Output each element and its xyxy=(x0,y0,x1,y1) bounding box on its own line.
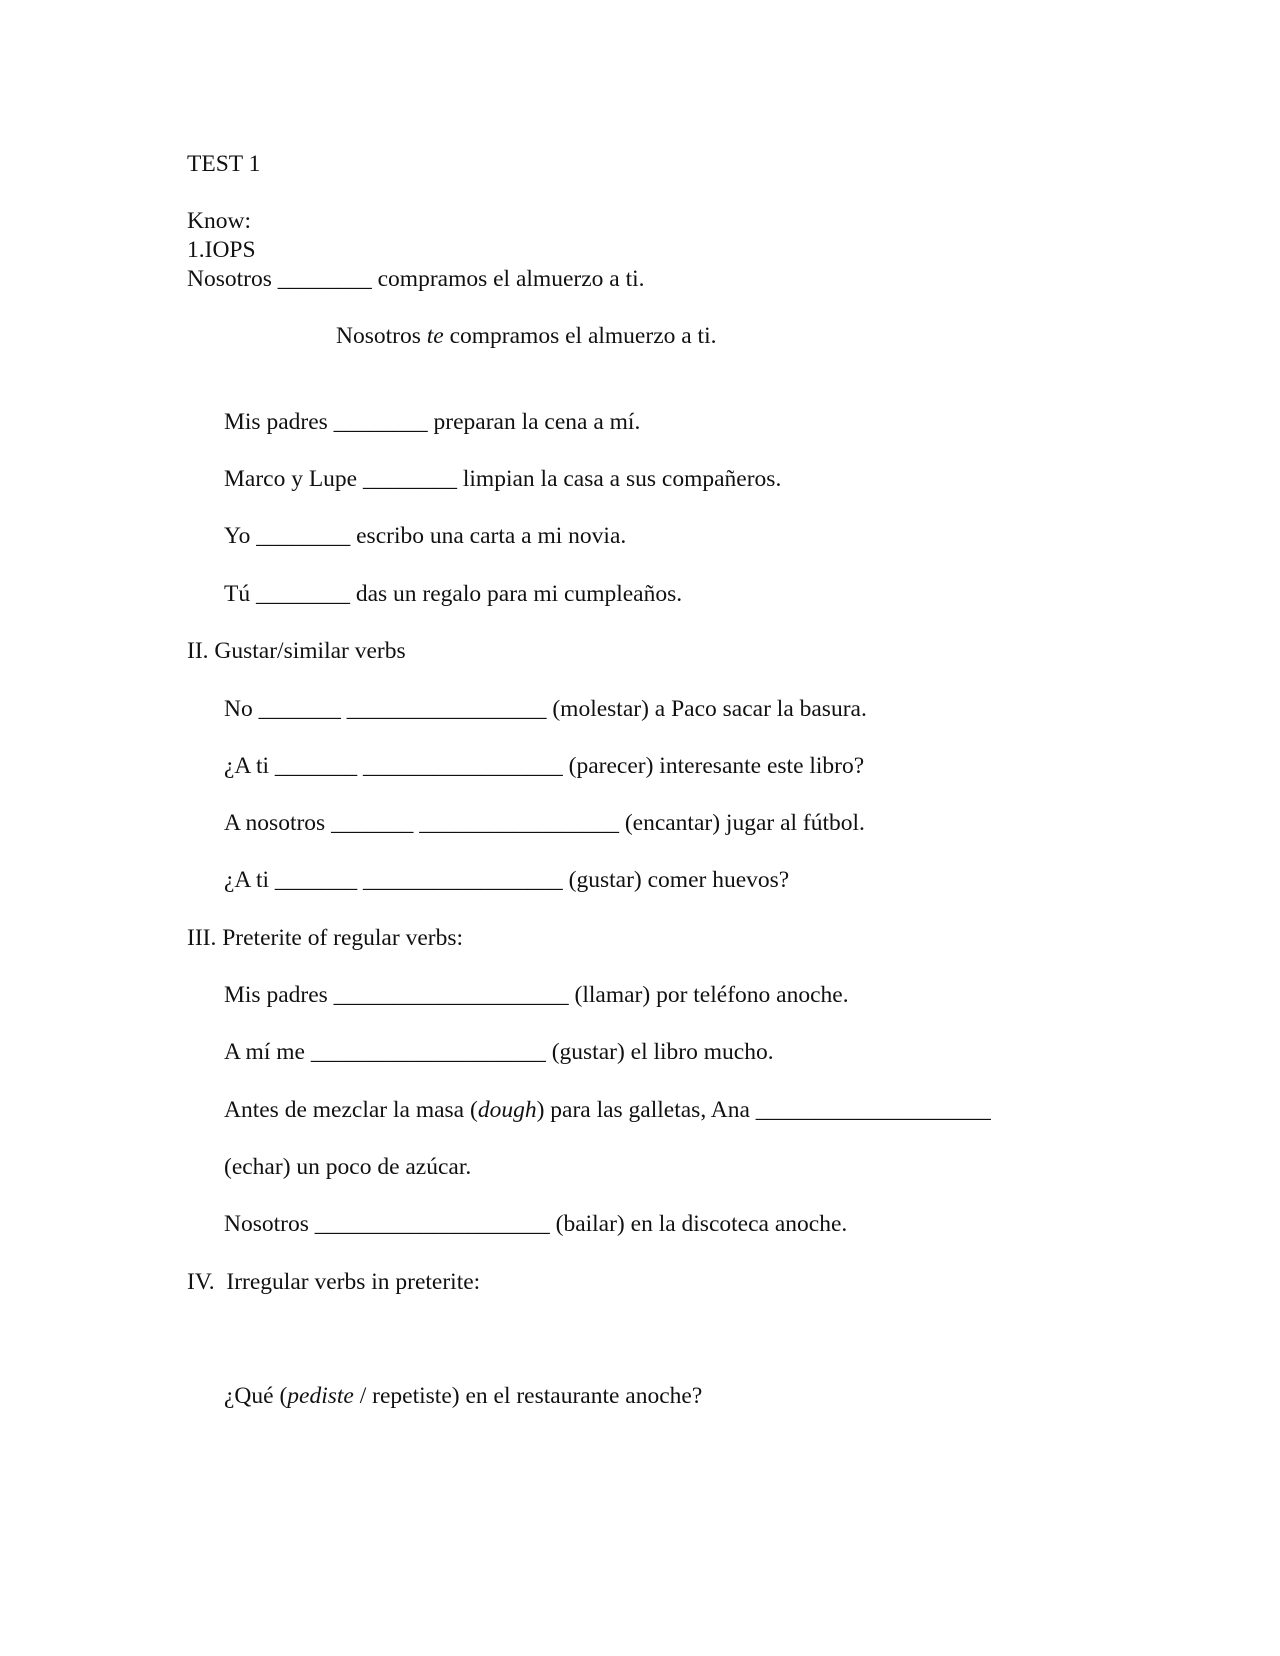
preterite-item-4: Nosotros ____________________ (bailar) en la discoteca anoche. xyxy=(224,1211,848,1237)
iops-item-1: Mis padres ________ preparan la cena a mí. xyxy=(224,409,641,435)
masa-italic-dough: dough xyxy=(477,1097,537,1123)
section-heading-gustar: II. Gustar/similar verbs xyxy=(187,638,406,664)
masa-after: ) para las galletas, Ana ____________________ xyxy=(536,1097,991,1123)
gustar-item-1: No _______ _________________ (molestar) a Paco sacar la basura. xyxy=(224,696,867,722)
example-answer-after: compramos el almuerzo a ti. xyxy=(443,323,717,349)
test-title: TEST 1 xyxy=(187,151,261,177)
section-heading-irregular: IV. Irregular verbs in preterite: xyxy=(187,1269,481,1295)
know-label: Know: xyxy=(187,208,251,234)
section-heading-preterite: III. Preterite of regular verbs: xyxy=(187,925,463,951)
masa-before: Antes de mezclar la masa ( xyxy=(224,1097,478,1123)
preterite-item-3 xyxy=(224,1099,991,1123)
preterite-item-3-continuation: (echar) un poco de azúcar. xyxy=(224,1154,472,1180)
iops-item-3: Yo ________ escribo una carta a mi novia. xyxy=(224,523,627,549)
question-before: ¿Qué ( xyxy=(224,1383,288,1409)
gustar-item-2: ¿A ti _______ _________________ (parecer) interesante este libro? xyxy=(224,753,865,779)
example-answer-pronoun: te xyxy=(426,323,444,349)
irregular-question xyxy=(224,1385,702,1409)
example-prompt: Nosotros ________ compramos el almuerzo a ti. xyxy=(187,266,645,292)
iops-item-2: Marco y Lupe ________ limpian la casa a sus compañeros. xyxy=(224,466,782,492)
section-heading-iops: 1.IOPS xyxy=(187,237,256,263)
gustar-item-4: ¿A ti _______ _________________ (gustar) comer huevos? xyxy=(224,867,790,893)
preterite-item-1: Mis padres ____________________ (llamar) por teléfono anoche. xyxy=(224,982,849,1008)
example-answer xyxy=(336,325,716,349)
example-answer-before: Nosotros xyxy=(336,323,427,349)
gustar-item-3: A nosotros _______ _________________ (encantar) jugar al fútbol. xyxy=(224,810,865,836)
question-after: / repetiste) en el restaurante anoche? xyxy=(353,1383,703,1409)
preterite-item-2: A mí me ____________________ (gustar) el libro mucho. xyxy=(224,1039,774,1065)
question-italic-pediste: pediste xyxy=(287,1383,354,1409)
iops-item-4: Tú ________ das un regalo para mi cumpleaños. xyxy=(224,581,683,607)
